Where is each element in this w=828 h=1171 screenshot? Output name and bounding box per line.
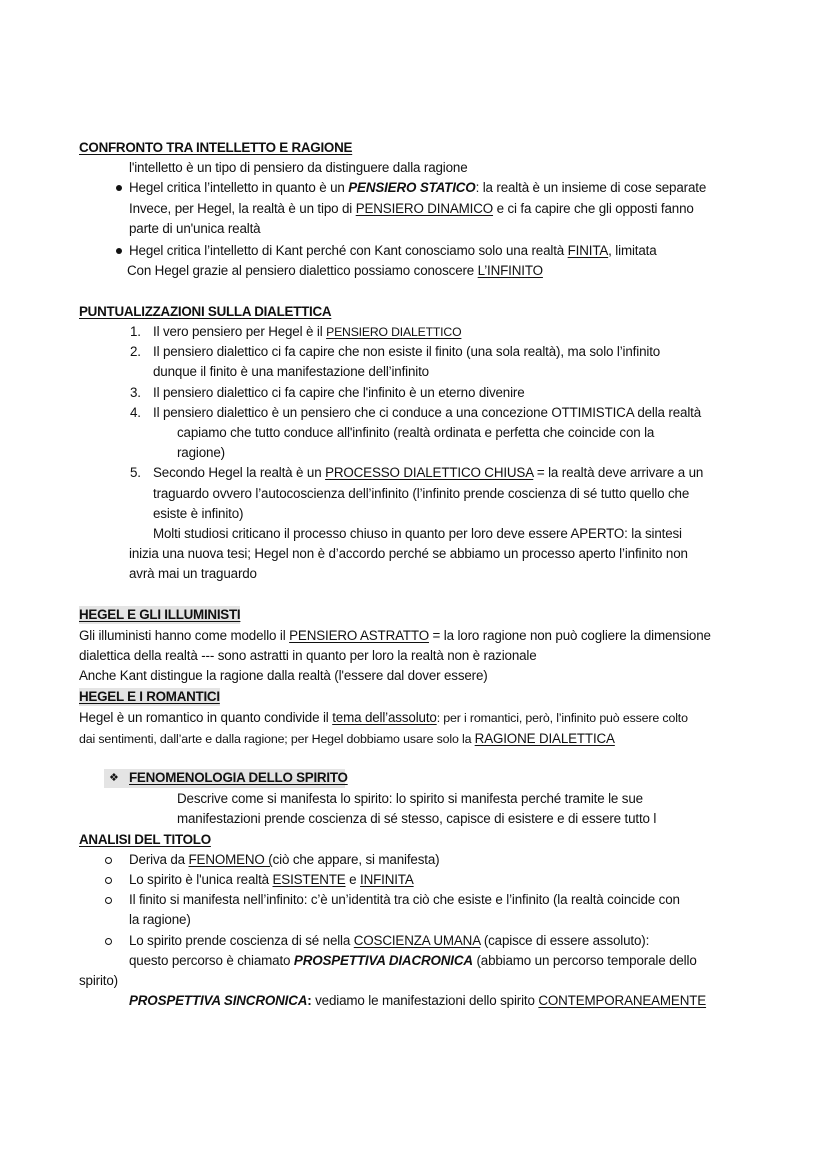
bullet-item-continuation: parte di un'unica realtà xyxy=(129,221,261,236)
paragraph: Gli illuministi hanno come modello il PENSIERO ASTRATTO = la loro ragione non può cogliere la dimensione xyxy=(79,628,711,643)
circle-bullet-icon xyxy=(105,938,112,945)
diamond-bullet-icon: ❖ xyxy=(109,772,119,784)
paragraph: inizia una nuova tesi; Hegel non è d’accordo perché se abbiamo un processo aperto l’infinito non xyxy=(129,546,688,561)
circle-bullet-icon xyxy=(105,877,112,884)
list-number: 4. xyxy=(130,405,141,420)
list-item: Lo spirito prende coscienza di sé nella COSCIENZA UMANA (capisce di essere assoluto): xyxy=(129,933,650,948)
paragraph: Molti studiosi criticano il processo chiuso in quanto per loro deve essere APERTO: la sintesi xyxy=(153,526,682,541)
paragraph: Anche Kant distingue la ragione dalla realtà (l'essere dal dover essere) xyxy=(79,668,488,683)
paragraph: dai sentimenti, dall’arte e dalla ragione; per Hegel dobbiamo usare solo la RAGIONE DIALETTICA xyxy=(79,731,615,746)
bullet-dot xyxy=(116,185,122,191)
bullet-item: Hegel critica l’intelletto di Kant perché con Kant conosciamo solo una realtà FINITA, limitata xyxy=(129,243,657,258)
heading-confronto: CONFRONTO TRA INTELLETTO E RAGIONE xyxy=(79,140,353,155)
paragraph: manifestazioni prende coscienza di sé stesso, capisce di esistere e di essere tutto l xyxy=(177,811,657,826)
list-item: Secondo Hegel la realtà è un PROCESSO DIALETTICO CHIUSA = la realtà deve arrivare a un xyxy=(153,465,704,480)
paragraph: l'intelletto è un tipo di pensiero da distinguere dalla ragione xyxy=(129,160,468,175)
paragraph: spirito) xyxy=(79,973,118,988)
bullet-item-continuation: Con Hegel grazie al pensiero dialettico possiamo conoscere L’INFINITO xyxy=(127,263,543,278)
list-item-continuation: ragione) xyxy=(177,445,225,460)
bullet-item: Hegel critica l’intelletto in quanto è un PENSIERO STATICO: la realtà è un insieme di cose separate xyxy=(129,180,707,195)
paragraph: Hegel è un romantico in quanto condivide il tema dell’assoluto: per i romantici, però, l’infinito può essere colto xyxy=(79,710,688,725)
circle-bullet-icon xyxy=(105,897,112,904)
list-item: Lo spirito è l'unica realtà ESISTENTE e INFINITA xyxy=(129,872,414,887)
heading-illuministi: HEGEL E GLI ILLUMINISTI xyxy=(79,607,241,622)
list-item: Il pensiero dialettico ci fa capire che non esiste il finito (una sola realtà), ma solo l’infinito xyxy=(153,344,661,359)
heading-puntualizzazioni: PUNTUALIZZAZIONI SULLA DIALETTICA xyxy=(79,304,332,319)
paragraph: dialettica della realtà --- sono astratti in quanto per loro la realtà non è razionale xyxy=(79,648,537,663)
paragraph: avrà mai un traguardo xyxy=(129,566,257,581)
paragraph: Descrive come si manifesta lo spirito: lo spirito si manifesta perché tramite le sue xyxy=(177,791,643,806)
list-item: Il vero pensiero per Hegel è il PENSIERO DIALETTICO xyxy=(153,324,462,339)
list-number: 5. xyxy=(130,465,141,480)
bullet-dot xyxy=(116,248,122,254)
list-item-continuation: dunque il finito è una manifestazione dell’infinito xyxy=(153,364,429,379)
list-item-continuation: capiamo che tutto conduce all'infinito (realtà ordinata e perfetta che coincide con la xyxy=(177,425,655,440)
heading-romantici: HEGEL E I ROMANTICI xyxy=(79,689,220,704)
circle-bullet-icon xyxy=(105,857,112,864)
list-item-continuation: la ragione) xyxy=(129,912,191,927)
list-item: Il pensiero dialettico è un pensiero che ci conduce a una concezione OTTIMISTICA della realtà xyxy=(153,405,702,420)
list-number: 1. xyxy=(130,324,141,339)
heading-analisi-titolo: ANALISI DEL TITOLO xyxy=(79,832,211,847)
paragraph: questo percorso è chiamato PROSPETTIVA DIACRONICA (abbiamo un percorso temporale dello xyxy=(129,953,697,968)
list-item: Il finito si manifesta nell’infinito: c’è un’identità tra ciò che esiste e l’infinito (la realtà coincide con xyxy=(129,892,680,907)
bullet-item-continuation: Invece, per Hegel, la realtà è un tipo di PENSIERO DINAMICO e ci fa capire che gli opposti fanno xyxy=(129,201,694,216)
list-number: 3. xyxy=(130,385,141,400)
heading-fenomenologia: FENOMENOLOGIA DELLO SPIRITO xyxy=(129,770,348,785)
paragraph: PROSPETTIVA SINCRONICA: vediamo le manifestazioni dello spirito CONTEMPORANEAMENTE xyxy=(129,993,707,1008)
list-item-continuation: esiste è infinito) xyxy=(153,506,244,521)
list-item: Deriva da FENOMENO (ciò che appare, si manifesta) xyxy=(129,852,440,867)
list-item-continuation: traguardo ovvero l’autocoscienza dell’infinito (l’infinito prende coscienza di sé tutto quello che xyxy=(153,486,690,501)
list-number: 2. xyxy=(130,344,141,359)
list-item: Il pensiero dialettico ci fa capire che l'infinito è un eterno divenire xyxy=(153,385,525,400)
